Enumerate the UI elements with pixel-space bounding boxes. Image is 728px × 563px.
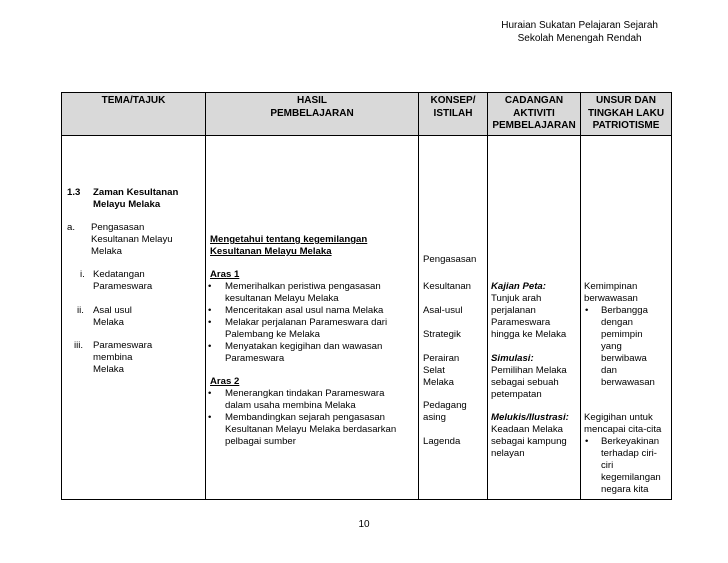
header-line-2: Sekolah Menengah Rendah — [517, 32, 642, 44]
col-header-unsur: UNSUR DAN TINGKAH LAKU PATRIOTISME — [581, 93, 672, 136]
list-item: Asal usul — [93, 305, 132, 316]
section-title: Zaman Kesultanan — [93, 187, 179, 198]
list-item: Memerihalkan peristiwa pengasasan — [225, 281, 381, 292]
cell-unsur — [581, 136, 672, 500]
list-item: sebagai sebuah — [491, 377, 559, 388]
list-item: Tunjuk arah — [491, 293, 542, 304]
bullet-icon: • — [208, 412, 212, 423]
bullet-icon: • — [208, 305, 212, 316]
bullet-icon: • — [208, 341, 212, 352]
level-heading: Aras 2 — [210, 376, 240, 387]
list-item: Keadaan Melaka — [491, 424, 564, 435]
list-item: Menerangkan tindakan Parameswara — [225, 388, 385, 399]
list-item: Parameswara — [491, 317, 551, 328]
level-heading: Aras 1 — [210, 269, 240, 280]
concept-term: asing — [423, 412, 446, 423]
list-item: sebagai kampung — [491, 436, 567, 447]
list-item: Kesultanan Melayu — [91, 234, 173, 245]
bullet-icon: • — [208, 281, 212, 292]
list-item: negara kita — [601, 484, 649, 495]
list-item: berwawasan — [601, 377, 655, 388]
list-item: Menyatakan kegigihan dan wawasan — [225, 341, 383, 352]
learning-outcome-title: Mengetahui tentang kegemilangan — [210, 234, 368, 245]
list-item: dengan — [601, 317, 634, 328]
section-title: Melayu Melaka — [93, 199, 161, 210]
list-item: Palembang ke Melaka — [225, 329, 320, 340]
learning-outcome-title: Kesultanan Melayu Melaka — [210, 246, 332, 257]
page-header — [501, 20, 658, 45]
table-header-row — [62, 93, 672, 136]
list-item: kesultanan Melayu Melaka — [225, 293, 339, 304]
value-heading: berwawasan — [584, 293, 638, 304]
col-header-cadangan: CADANGAN AKTIVITI PEMBELAJARAN — [488, 93, 581, 136]
list-label: iii. — [74, 340, 84, 351]
value-heading: mencapai cita-cita — [584, 424, 662, 435]
list-item: nelayan — [491, 448, 525, 459]
list-item: yang — [601, 341, 622, 352]
concept-term: Selat — [423, 365, 445, 376]
concept-term: Asal-usul — [423, 305, 463, 316]
col-header-konsep: KONSEP/ ISTILAH — [419, 93, 488, 136]
concept-term: Kesultanan — [423, 281, 472, 292]
list-item: perjalanan — [491, 305, 536, 316]
list-item: Pemilihan Melaka — [491, 365, 567, 376]
list-item: pemimpin — [601, 329, 643, 340]
list-item: berwibawa — [601, 353, 647, 364]
list-item: Berbangga — [601, 305, 648, 316]
bullet-icon: • — [208, 317, 212, 328]
list-item: Pengasasan — [91, 222, 145, 233]
concept-term: Perairan — [423, 353, 460, 364]
list-item: dan — [601, 365, 618, 376]
concept-term: Pedagang — [423, 400, 467, 411]
list-label: ii. — [77, 305, 84, 316]
list-item: pelbagai sumber — [225, 436, 296, 447]
bullet-icon: • — [585, 305, 589, 316]
bullet-icon: • — [585, 436, 589, 447]
list-label: a. — [67, 222, 76, 233]
concept-term: Melaka — [423, 377, 454, 388]
header-line-1: Huraian Sukatan Pelajaran Sejarah — [501, 20, 658, 31]
cell-konsep — [419, 136, 488, 500]
activity-heading: Simulasi: — [491, 353, 534, 364]
syllabus-table — [61, 92, 672, 500]
concept-term: Strategik — [423, 329, 461, 340]
value-heading: Kemimpinan — [584, 281, 638, 292]
concept-term: Pengasasan — [423, 254, 477, 265]
list-item: Parameswara — [93, 281, 153, 292]
list-item: Parameswara — [93, 340, 153, 351]
list-item: membina — [93, 352, 133, 363]
col-header-tema: TEMA/TAJUK — [62, 93, 206, 136]
bullet-icon: • — [208, 388, 212, 399]
list-item: Melakar perjalanan Parameswara dari — [225, 317, 388, 328]
list-item: hingga ke Melaka — [491, 329, 567, 340]
list-item: Menceritakan asal usul nama Melaka — [225, 305, 384, 316]
list-item: Membandingkan sejarah pengasasan — [225, 412, 386, 423]
list-item: dalam usaha membina Melaka — [225, 400, 356, 411]
col-header-hasil: HASIL PEMBELAJARAN — [206, 93, 419, 136]
list-item: terhadap ciri- — [601, 448, 657, 459]
cell-tema — [62, 136, 206, 500]
list-item: petempatan — [491, 389, 542, 400]
list-item: Melaka — [91, 246, 122, 257]
value-heading: Kegigihan untuk — [584, 412, 653, 423]
activity-heading: Melukis/Ilustrasi: — [491, 412, 569, 423]
page-number: 10 — [358, 519, 370, 530]
concept-term: Lagenda — [423, 436, 461, 447]
list-item: ciri — [601, 460, 614, 471]
section-number: 1.3 — [67, 187, 81, 198]
cell-cadangan — [488, 136, 581, 500]
list-item: Parameswara — [225, 353, 285, 364]
list-item: Melaka — [93, 364, 124, 375]
list-item: Melaka — [93, 317, 124, 328]
list-item: Kedatangan — [93, 269, 145, 280]
list-item: Berkeyakinan — [601, 436, 660, 447]
activity-heading: Kajian Peta: — [491, 281, 546, 292]
list-item: Kesultanan Melayu Melaka berdasarkan — [225, 424, 397, 435]
cell-hasil — [206, 136, 419, 500]
list-item: kegemilangan — [601, 472, 661, 483]
list-label: i. — [80, 269, 85, 280]
table-row — [62, 136, 672, 500]
